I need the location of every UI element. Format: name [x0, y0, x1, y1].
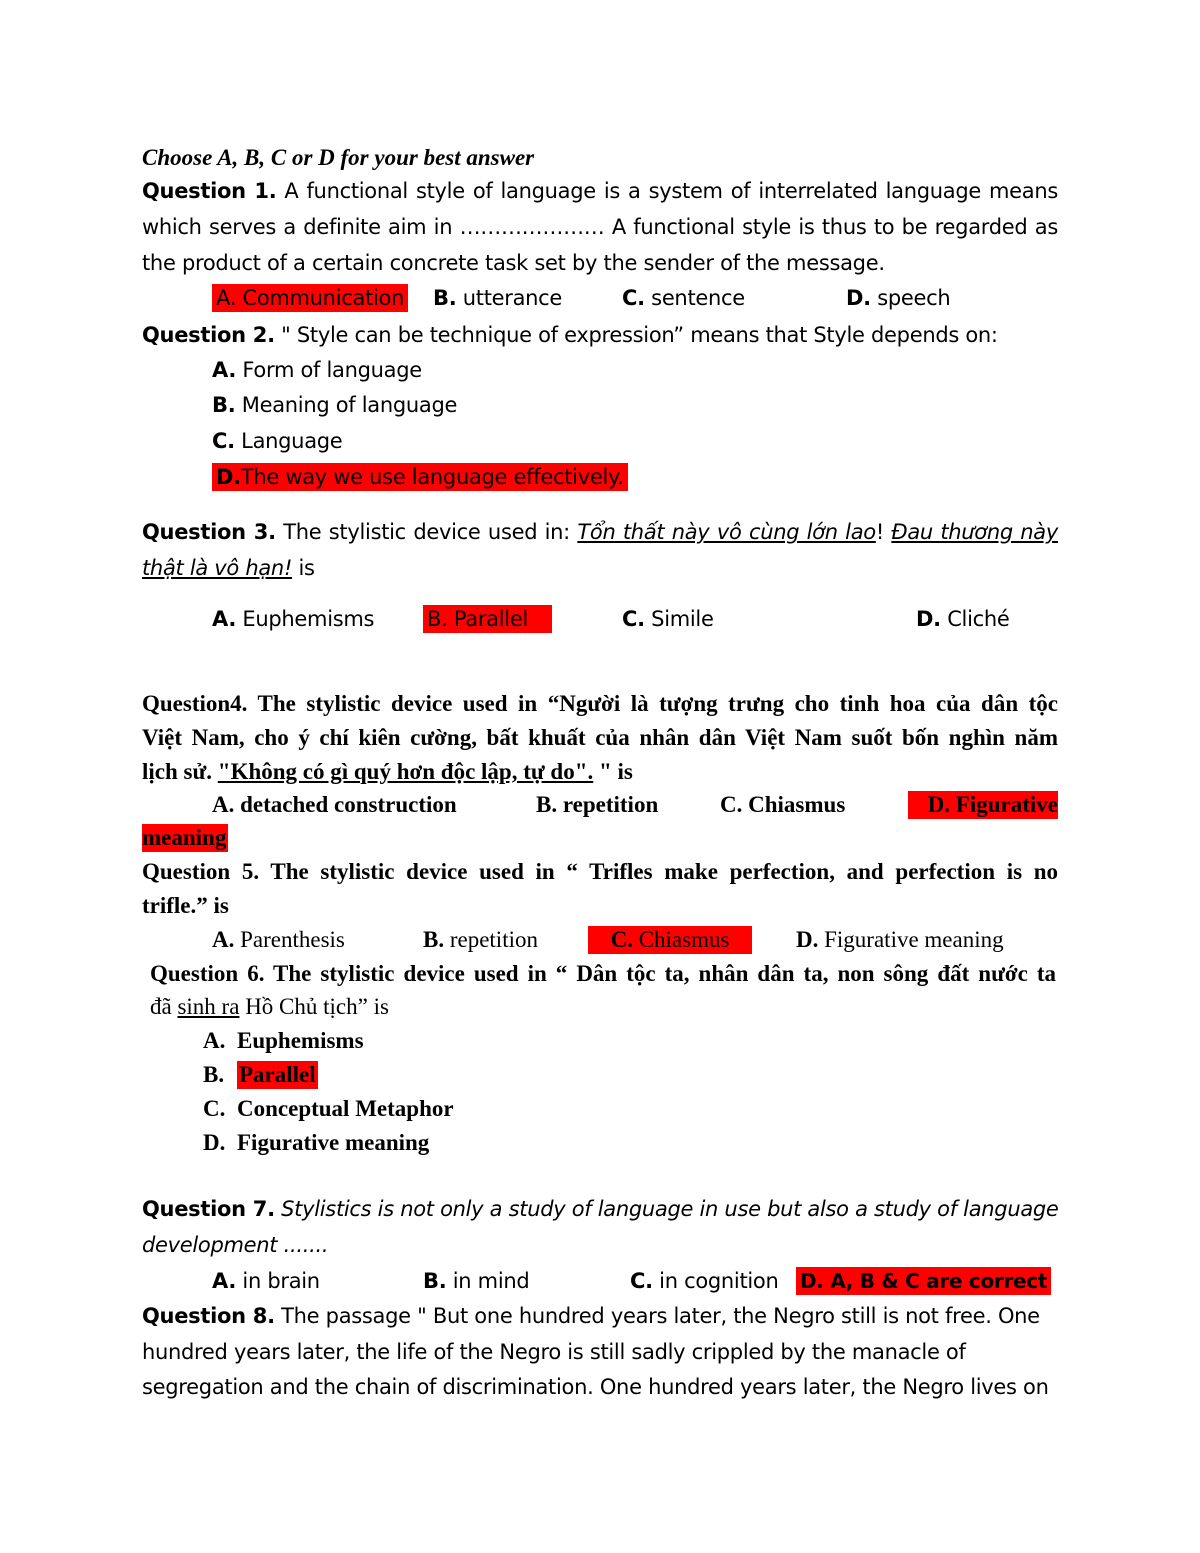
option-text: Conceptual Metaphor: [237, 1096, 454, 1121]
q7-label: Question 7.: [142, 1197, 275, 1221]
q3-option-b[interactable]: [423, 605, 552, 633]
q3-quote-2a: Đau thương này: [891, 520, 1058, 544]
q3-option-c[interactable]: [622, 605, 714, 633]
q6-option-b[interactable]: [203, 1061, 316, 1089]
q1-label: Question 1.: [142, 179, 277, 203]
q2-option-c[interactable]: [212, 427, 342, 455]
q3-option-b-highlight: [423, 605, 552, 633]
q3-quote-1: Tổn thất này vô cùng lớn lao: [577, 520, 876, 544]
q5-text-1: The stylistic device used in “ Trifles make perfection, and perfection is no: [259, 859, 1058, 884]
q4-text-3b: " is: [593, 759, 633, 784]
q7-text-1: Stylistics is not only a study of language in use but also a study of language: [274, 1197, 1059, 1221]
option-letter: C.: [610, 927, 633, 952]
q2-option-a[interactable]: [212, 356, 422, 384]
option-letter: B.: [423, 1269, 447, 1293]
q3-text: The stylistic device used in:: [275, 520, 578, 544]
option-text: The way we use language effectively.: [240, 465, 624, 489]
q6-text-1: The stylistic device used in “ Dân tộc ta, nhân dân ta, non sông đất nước ta: [264, 961, 1056, 986]
option-text: Language: [234, 429, 343, 453]
option-letter: D.: [796, 927, 819, 952]
option-letter: C.: [622, 607, 645, 631]
q4-label: Question4.: [142, 691, 248, 716]
option-text: repetition: [557, 792, 659, 817]
q2-label: Question 2.: [142, 323, 275, 347]
q4-option-d-cont: [142, 824, 228, 852]
option-text: in brain: [236, 1269, 320, 1293]
q8-text-3: segregation and the chain of discrimination. One hundred years later, the Negro lives on: [142, 1375, 1049, 1399]
option-letter: D.: [846, 286, 871, 310]
q5-option-d[interactable]: [796, 926, 1004, 954]
q3-punct: !: [875, 520, 892, 544]
option-text: Figurative meaning: [818, 927, 1004, 952]
q4-text-2: [142, 724, 1058, 752]
option-letter: B.: [536, 792, 558, 817]
option-letter: C.: [203, 1096, 226, 1121]
q4-option-c[interactable]: [720, 791, 845, 819]
q4-text-2-content: Việt Nam, cho ý chí kiên cường, bất khuất của nhân dân Việt Nam suốt bốn nghìn năm: [142, 725, 1058, 750]
option-letter: C.: [720, 792, 743, 817]
option-text: Euphemisms: [236, 607, 375, 631]
q2-option-b[interactable]: [212, 391, 457, 419]
option-letter: D.: [216, 465, 241, 489]
q7-option-b[interactable]: [423, 1267, 529, 1295]
q1-option-d[interactable]: [846, 284, 950, 312]
option-text: in cognition: [652, 1269, 779, 1293]
q1-option-a[interactable]: [212, 284, 408, 312]
option-text: Chiasmus: [632, 927, 730, 952]
q1-text-1: A functional style of language is a system of interrelated language means: [276, 179, 1058, 203]
option-letter: D.: [916, 607, 941, 631]
q5-option-b[interactable]: [423, 926, 538, 954]
q3-line1: [142, 518, 1058, 546]
option-letter: A.: [212, 1269, 237, 1293]
option-letter: A.: [203, 1028, 226, 1053]
option-letter: A.: [216, 286, 237, 310]
q1-line1: [142, 177, 1058, 205]
q6-text-2b: Hồ Chủ tịch” is: [239, 994, 389, 1019]
q6-text-2a: đã: [150, 994, 178, 1019]
option-text: utterance: [456, 286, 563, 310]
option-letter: A.: [212, 927, 235, 952]
q4-option-d[interactable]: [908, 791, 1058, 819]
q1-text-3: the product of a certain concrete task set by the sender of the message.: [142, 251, 885, 275]
q4-option-b[interactable]: [536, 791, 658, 819]
q3-post: is: [292, 556, 315, 580]
q4-text-3a: lịch sử.: [142, 759, 218, 784]
instructions-heading: Choose A, B, C or D for your best answer: [142, 145, 535, 170]
q2-option-d-highlight: [212, 463, 628, 491]
q6-option-a[interactable]: [203, 1027, 364, 1055]
q6-underlined: sinh ra: [177, 994, 240, 1019]
option-letter: B.: [433, 286, 457, 310]
q2-option-d[interactable]: [212, 463, 628, 491]
option-text: Form of language: [236, 358, 422, 382]
q3-line2: [142, 554, 315, 582]
q4-option-d-cont-text: meaning: [142, 825, 227, 850]
q1-option-b[interactable]: [433, 284, 562, 312]
option-text: speech: [870, 286, 951, 310]
option-text: detached construction: [234, 792, 457, 817]
option-letter: D.: [203, 1130, 226, 1155]
option-letter: C.: [622, 286, 645, 310]
q6-line1: [150, 960, 1056, 988]
option-letter: C.: [212, 429, 235, 453]
option-text: sentence: [644, 286, 745, 310]
q7-option-c[interactable]: [630, 1267, 779, 1295]
q5-label: Question 5.: [142, 859, 260, 884]
option-text: Simile: [644, 607, 714, 631]
q4-quote: "Không có gì quý hơn độc lập, tự do".: [217, 759, 594, 784]
option-text: repetition: [444, 927, 538, 952]
q5-option-a[interactable]: [212, 926, 345, 954]
q5-line1: [142, 858, 1058, 886]
option-letter: A.: [212, 792, 235, 817]
q4-line1: [142, 690, 1058, 718]
option-letter: B.: [212, 393, 236, 417]
option-text: in mind: [446, 1269, 530, 1293]
q6-line2: [150, 993, 389, 1021]
q5-line2: [142, 892, 229, 920]
q3-option-a[interactable]: [212, 605, 374, 633]
q3-quote-2b: thật là vô hạn!: [142, 556, 293, 580]
option-letter: B.: [427, 607, 448, 631]
option-letter: C.: [630, 1269, 653, 1293]
q6-option-c[interactable]: [203, 1095, 454, 1123]
q7-text-2: development .......: [142, 1233, 329, 1257]
q6-option-d[interactable]: [203, 1129, 430, 1157]
option-letter: D.: [927, 792, 951, 817]
option-text: Meaning of language: [235, 393, 458, 417]
q8-text-2: hundred years later, the life of the Negro is still sadly crippled by the manacle of: [142, 1340, 966, 1364]
option-text: Figurative: [950, 792, 1058, 817]
option-text: Parallel: [447, 607, 528, 631]
option-letter: A.: [212, 358, 237, 382]
option-text: Communication: [236, 286, 405, 310]
q8-line1: [142, 1302, 1040, 1330]
option-text: D. A, B & C are correct: [796, 1267, 1051, 1295]
q7-line2: [142, 1231, 328, 1259]
q4-text-1: The stylistic device used in “Người là tượng trưng cho tinh hoa của dân tộc: [247, 691, 1058, 716]
q3-option-d[interactable]: [916, 605, 1010, 633]
option-text: Figurative meaning: [237, 1130, 430, 1155]
q6-label: Question 6.: [150, 961, 265, 986]
q8-label: Question 8.: [142, 1304, 275, 1328]
option-text: Parallel: [239, 1062, 316, 1087]
q7-option-a[interactable]: [212, 1267, 320, 1295]
q5-option-c[interactable]: [588, 926, 752, 954]
q8-text-1: The passage " But one hundred years later, the Negro still is not free. One: [274, 1304, 1040, 1328]
q3-label: Question 3.: [142, 520, 276, 544]
option-letter: B.: [203, 1062, 225, 1087]
q1-text-2: which serves a definite aim in ………………… A functional style is thus to be regarded as: [142, 215, 1058, 239]
option-text: Chiasmus: [742, 792, 846, 817]
q4-line3: [142, 758, 633, 786]
option-text: Parenthesis: [234, 927, 345, 952]
q7-option-d[interactable]: [796, 1267, 1051, 1295]
option-letter: A.: [212, 607, 237, 631]
q4-option-a[interactable]: [212, 791, 457, 819]
q1-option-c[interactable]: [622, 284, 745, 312]
q2-text: " Style can be technique of expression” means that Style depends on:: [274, 323, 998, 347]
option-letter: B.: [423, 927, 445, 952]
q7-line1: [142, 1195, 1058, 1223]
option-text: Cliché: [940, 607, 1010, 631]
q2-line: [142, 321, 998, 349]
q1-option-a-highlight: [212, 284, 408, 312]
q5-text-2: trifle.” is: [142, 893, 229, 918]
option-text: Euphemisms: [237, 1028, 364, 1053]
